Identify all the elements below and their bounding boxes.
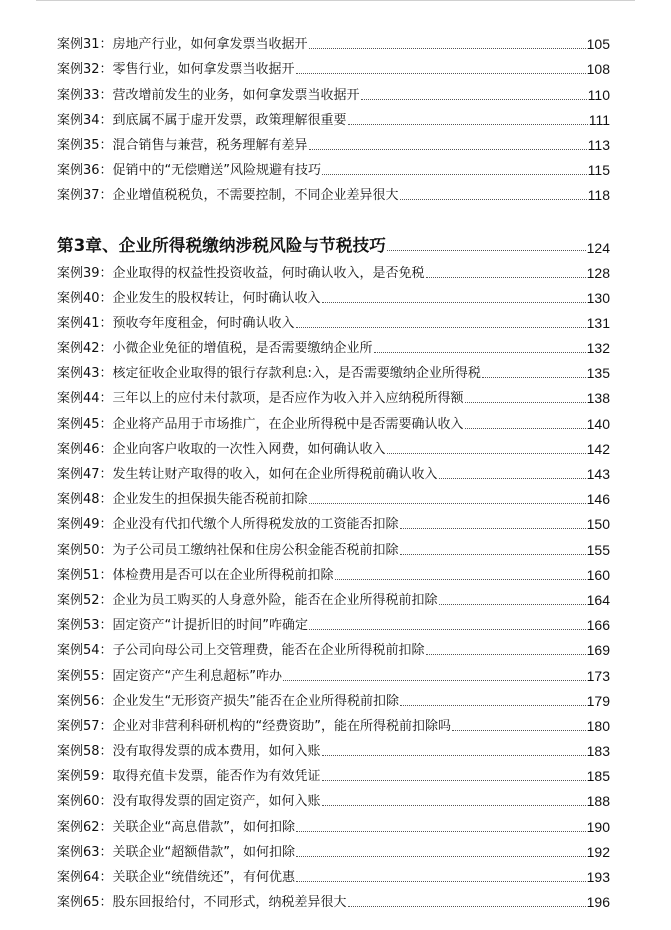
toc-entry-page-number: 173 [586, 667, 610, 684]
toc-entry-title: 案例60：没有取得发票的固定资产，如何入账 [57, 794, 321, 810]
toc-entry-page-number: 115 [587, 162, 610, 179]
toc-entry-title: 案例54：子公司向母公司上交管理费，能否在企业所得税前扣除 [57, 643, 425, 659]
dot-leader [465, 402, 586, 403]
chapter-page-number: 124 [586, 240, 610, 257]
toc-entry-page-number: 131 [586, 314, 610, 331]
toc-entry-title: 案例46：企业向客户收取的一次性入网费，如何确认收入 [57, 441, 386, 457]
toc-entry-page-number: 192 [586, 843, 610, 860]
toc-entry[interactable] [57, 129, 610, 154]
toc-entry-title: 案例35：混合销售与兼营，税务理解有差异 [57, 137, 308, 153]
toc-entry[interactable] [57, 104, 610, 129]
toc-entry-title: 案例55：固定资产“产生利息超标”咋办 [57, 668, 283, 684]
dot-leader [296, 881, 586, 882]
toc-entry-title: 案例51：体检费用是否可以在企业所得税前扣除 [57, 567, 334, 583]
toc-entry[interactable] [57, 28, 610, 53]
toc-entry-title: 案例57：企业对非营利科研机构的“经费资助”，能在所得税前扣除吗 [57, 718, 452, 734]
toc-entry[interactable] [57, 483, 610, 508]
toc-entry[interactable] [57, 584, 610, 609]
dot-leader [452, 730, 586, 731]
dot-leader [348, 124, 588, 125]
dot-leader [322, 174, 587, 175]
dot-leader [296, 856, 586, 857]
toc-entry-title: 案例41：预收夸年度租金，何时确认收入 [57, 315, 295, 331]
dot-leader [322, 805, 586, 806]
dot-leader [322, 302, 586, 303]
dot-leader [426, 654, 586, 655]
dot-leader [400, 554, 586, 555]
dot-leader [309, 48, 586, 49]
toc-entry[interactable] [57, 508, 610, 533]
toc-entry[interactable] [57, 886, 610, 911]
toc-entry-page-number: 160 [586, 566, 610, 583]
toc-entry-title: 案例49：企业没有代扣代缴个人所得税发放的工资能否扣除 [57, 517, 399, 533]
toc-entry-page-number: 183 [586, 743, 610, 760]
toc-entry-page-number: 113 [587, 136, 610, 153]
toc-entry-title: 案例63：关联企业“超额借款”，如何扣除 [57, 844, 296, 860]
toc-entry-page-number: 155 [586, 541, 610, 558]
toc-entry-title: 案例48：企业发生的担保损失能否税前扣除 [57, 492, 308, 508]
toc-entry[interactable] [57, 861, 610, 886]
toc-entry-title: 案例47：发生转让财产取得的收入，如何在企业所得税前确认收入 [57, 467, 438, 482]
toc-entry[interactable] [57, 382, 610, 407]
toc-entry[interactable] [57, 154, 610, 179]
toc-entry-page-number: 132 [586, 340, 610, 357]
dot-leader [426, 277, 586, 278]
dot-leader [309, 629, 586, 630]
toc-entry-page-number: 110 [587, 86, 610, 103]
toc-entry-title: 案例43：核定征收企业取得的银行存款利息:入，是否需要缴纳企业所得税 [57, 366, 481, 382]
toc-entry[interactable] [57, 282, 610, 307]
dot-leader [439, 604, 586, 605]
toc-entry[interactable] [57, 458, 610, 483]
toc-entry-page-number: 108 [586, 61, 610, 78]
dot-leader [309, 503, 586, 504]
toc-entry[interactable] [57, 609, 610, 634]
toc-entry-title: 案例58：没有取得发票的成本费用，如何入账 [57, 744, 321, 760]
toc-entry[interactable] [57, 836, 610, 861]
toc-entry-title: 案例65：股东回报给付，不同形式，纳税差异很大 [57, 895, 347, 911]
toc-entry[interactable] [57, 179, 610, 204]
toc-entry-title: 案例64：关联企业“统借统还”，有何优惠 [57, 870, 296, 885]
dot-leader [374, 352, 586, 353]
dot-leader [296, 327, 586, 328]
toc-entry[interactable] [57, 810, 610, 835]
toc-entry-page-number: 143 [586, 466, 610, 482]
toc-entry-page-number: 142 [586, 440, 610, 457]
toc-entry-title: 案例59：取得充值卡发票，能否作为有效凭证 [57, 769, 321, 785]
toc-entry-page-number: 130 [586, 289, 610, 306]
toc-entry[interactable] [57, 533, 610, 558]
dot-leader [322, 755, 586, 756]
toc-entry-title: 案例32：零售行业，如何拿发票当收据开 [57, 62, 295, 78]
toc-entry[interactable] [57, 307, 610, 332]
dot-leader [387, 453, 586, 454]
toc-entry[interactable] [57, 407, 610, 432]
dot-leader [309, 149, 587, 150]
toc-entry[interactable] [57, 710, 610, 735]
dot-leader [465, 428, 586, 429]
toc-section-chapter3 [57, 256, 610, 911]
toc-entry-page-number: 196 [586, 894, 610, 911]
toc-entry-page-number: 138 [586, 390, 610, 407]
toc-entry-title: 案例34：到底属不属于虚开发票，政策理解很重要 [57, 112, 347, 128]
dot-leader [400, 705, 586, 706]
dot-leader [283, 680, 586, 681]
toc-entry-title: 案例36：促销中的“无偿赠送”风险规避有技巧 [57, 163, 322, 179]
section-spacer [57, 204, 610, 228]
dot-leader [348, 906, 586, 907]
toc-entry[interactable] [57, 332, 610, 357]
toc-chapter-heading[interactable] [57, 228, 610, 256]
toc-entry-page-number: 105 [586, 36, 610, 53]
toc-entry-title: 案例53：固定资产“计提折旧的时间”咋确定 [57, 618, 309, 634]
table-of-contents [57, 28, 610, 911]
toc-entry[interactable] [57, 634, 610, 659]
toc-entry-page-number: 185 [586, 768, 610, 785]
toc-entry[interactable] [57, 685, 610, 710]
toc-entry-page-number: 150 [586, 516, 610, 533]
toc-entry-page-number: 190 [586, 818, 610, 835]
toc-entry[interactable] [57, 53, 610, 78]
toc-entry-title: 案例31：房地产行业，如何拿发票当收据开 [57, 37, 308, 53]
dot-leader [296, 73, 586, 74]
toc-entry[interactable] [57, 433, 610, 458]
dot-leader [322, 780, 586, 781]
toc-entry-title: 案例44：三年以上的应付未付款项，是否应作为收入并入应纳税所得额 [57, 391, 464, 407]
toc-entry-page-number: 146 [586, 491, 610, 508]
dot-leader [335, 579, 586, 580]
toc-entry[interactable] [57, 785, 610, 810]
dot-leader [400, 199, 587, 200]
toc-entry-title: 案例33：营改增前发生的业务，如何拿发票当收据开 [57, 87, 360, 103]
toc-entry-page-number: 169 [586, 642, 610, 659]
toc-entry-page-number: 179 [586, 692, 610, 709]
dot-leader [361, 99, 587, 100]
toc-entry[interactable] [57, 256, 610, 281]
toc-entry-title: 案例45：企业将产品用于市场推广，在企业所得税中是否需要确认收入 [57, 416, 464, 432]
toc-entry[interactable] [57, 559, 610, 584]
toc-entry-page-number: 140 [586, 415, 610, 432]
toc-entry-page-number: 128 [586, 264, 610, 281]
page-top-rule [36, 0, 635, 1]
toc-entry-page-number: 164 [586, 591, 610, 608]
toc-entry-page-number: 193 [586, 869, 610, 885]
toc-entry-title: 案例42：小微企业免征的增值税，是否需要缴纳企业所 [57, 341, 373, 357]
toc-entry[interactable] [57, 760, 610, 785]
dot-leader [400, 528, 586, 529]
toc-section-top [57, 28, 610, 204]
dot-leader [482, 377, 586, 378]
toc-entry-page-number: 180 [586, 717, 610, 734]
chapter-title: 第3章、企业所得税缴纳涉税风险与节税技巧 [57, 236, 386, 256]
toc-entry-title: 案例52：企业为员工购买的人身意外险，能否在企业所得税前扣除 [57, 592, 438, 608]
toc-entry-title: 案例56：企业发生“无形资产损失”能否在企业所得税前扣除 [57, 693, 400, 709]
toc-entry-title: 案例40：企业发生的股权转让，何时确认收入 [57, 290, 321, 306]
toc-entry-page-number: 188 [586, 793, 610, 810]
toc-entry[interactable] [57, 357, 610, 382]
toc-entry[interactable] [57, 659, 610, 684]
toc-entry[interactable] [57, 78, 610, 103]
toc-entry-title: 案例37：企业增值税税负，不需要控制，不同企业差异很大 [57, 188, 399, 204]
toc-entry-title: 案例50：为子公司员工缴纳社保和住房公积金能否税前扣除 [57, 542, 399, 558]
toc-entry-title: 案例62：关联企业“高息借款”，如何扣除 [57, 819, 296, 835]
toc-entry-page-number: 166 [586, 617, 610, 634]
toc-entry[interactable] [57, 735, 610, 760]
toc-entry-page-number: 118 [587, 187, 610, 204]
dot-leader [296, 831, 586, 832]
dot-leader [439, 478, 586, 479]
dot-leader [387, 250, 586, 251]
toc-entry-page-number: 135 [586, 365, 610, 382]
toc-entry-title: 案例39：企业取得的权益性投资收益，何时确认收入，是否免税 [57, 265, 425, 281]
toc-entry-page-number: 111 [588, 111, 610, 128]
